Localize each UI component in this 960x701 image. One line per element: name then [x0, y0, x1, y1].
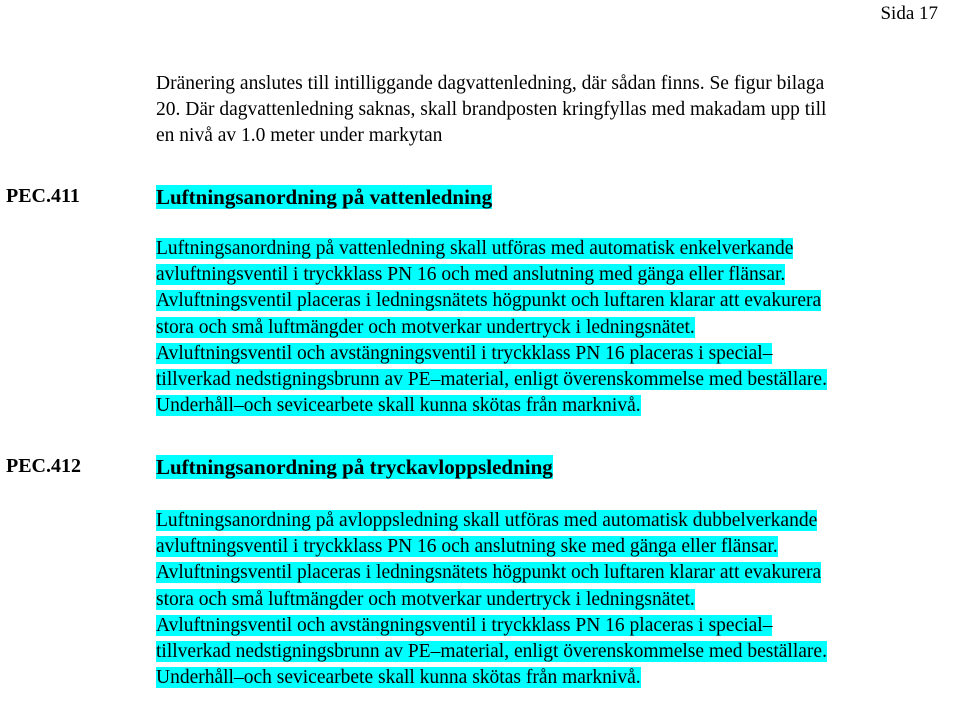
section-code-pec-412: PEC.412: [6, 455, 81, 477]
body-line: Avluftningsventil och avstängningsventil i tryckklass PN 16 placeras i special–: [156, 342, 773, 364]
body-line: tillverkad nedstigningsbrunn av PE–material, enligt överenskommelse med beställare.: [156, 369, 827, 391]
body-line: Avluftningsventil placeras i ledningsnätets högpunkt och luftaren klarar att evakurera: [156, 562, 822, 584]
body-line: avluftningsventil i tryckklass PN 16 och med anslutning med gänga eller flänsar.: [156, 264, 786, 286]
section-title-text: Luftningsanordning på vattenledning: [156, 185, 493, 209]
section-title-text: Luftningsanordning på tryckavloppsledning: [156, 455, 553, 479]
intro-line: Dränering anslutes till intilliggande dagvattenledning, där sådan finns. Se figur bilaga: [156, 73, 825, 94]
body-line: Luftningsanordning på avloppsledning skall utföras med automatisk dubbelverkande: [156, 510, 818, 531]
intro-line: en nivå av 1.0 meter under markytan: [156, 125, 443, 146]
section-title-pec-411: [156, 183, 492, 211]
intro-line: 20. Där dagvattenledning saknas, skall brandposten kringfyllas med makadam upp till: [156, 99, 827, 120]
body-line: Underhåll–och sevicearbete skall kunna skötas från marknivå.: [156, 667, 641, 689]
body-line: stora och små luftmängder och motverkar undertryck i ledningsnätet.: [156, 588, 695, 610]
body-line: Luftningsanordning på vattenledning skall utföras med automatisk enkelverkande: [156, 238, 794, 259]
body-line: stora och små luftmängder och motverkar undertryck i ledningsnätet.: [156, 316, 695, 338]
intro-paragraph: [156, 71, 946, 149]
body-line: Underhåll–och sevicearbete skall kunna skötas från marknivå.: [156, 395, 641, 417]
page-number: Sida 17: [880, 3, 938, 24]
body-line: Avluftningsventil placeras i ledningsnätets högpunkt och luftaren klarar att evakurera: [156, 290, 822, 312]
section-code-pec-411: PEC.411: [6, 185, 80, 207]
section-title-pec-412: [156, 453, 553, 481]
body-line: tillverkad nedstigningsbrunn av PE–material, enligt överenskommelse med beställare.: [156, 641, 827, 663]
section-body-pec-412: [156, 508, 956, 691]
body-line: Avluftningsventil och avstängningsventil i tryckklass PN 16 placeras i special–: [156, 614, 773, 636]
section-body-pec-411: [156, 236, 956, 419]
body-line: avluftningsventil i tryckklass PN 16 och anslutning ske med gänga eller flänsar.: [156, 536, 778, 558]
